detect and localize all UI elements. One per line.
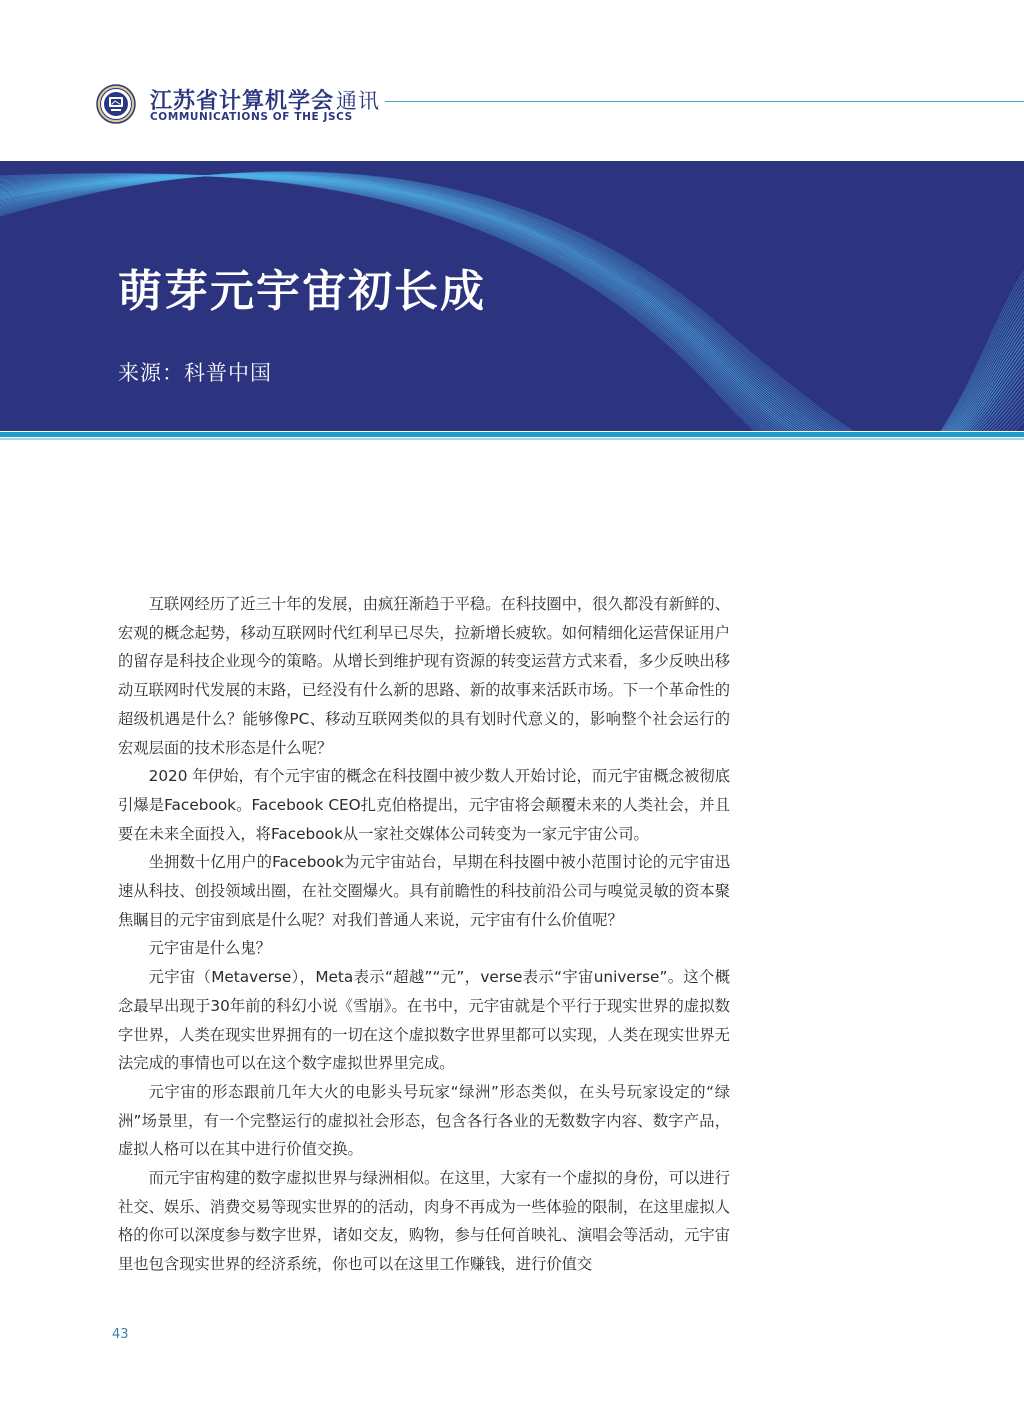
paragraph: 互联网经历了近三十年的发展，由疯狂渐趋于平稳。在科技圈中，很久都没有新鲜的、宏观的概念起势，移动互联网时代红利早已尽失，拉新增长疲软。如何精细化运营保证用户的留存是科技企业现今的策略。从增长到维护现有资源的转变运营方式来看，多少反映出移动互联网时代发展的末路，已经没有什么新的思路、新的故事来活跃市场。下一个革命性的超级机遇是什么？能够像PC、移动互联网类似的具有划时代意义的，影响整个社会运行的宏观层面的技术形态是什么呢？ <box>118 595 730 757</box>
banner-accent-line <box>0 438 1024 440</box>
paragraph: 元宇宙是什么鬼？ <box>148 939 271 958</box>
paragraph: 元宇宙的形态跟前几年大火的电影头号玩家“绿洲”形态类似，在头号玩家设定的“绿洲”场景里，有一个完整运行的虚拟社会形态，包含各行各业的无数数字内容、数字产品，虚拟人格可以在其中进行价值交换。 <box>118 1082 730 1159</box>
society-seal-icon <box>96 84 136 124</box>
page-header <box>0 0 1024 150</box>
article-body <box>118 590 730 1279</box>
page-number: 43 <box>112 1327 129 1342</box>
article-title: 萌芽元宇宙初长成 <box>118 266 486 317</box>
paragraph: 而元宇宙构建的数字虚拟世界与绿洲相似。在这里，大家有一个虚拟的身份，可以进行社交、娱乐、消费交易等现实世界的的活动，肉身不再成为一些体验的限制，在这里虚拟人格的你可以深度参与数字世界，诸如交友，购物，参与任何首映礼、演唱会等活动，元宇宙里也包含现实世界的经济系统，你也可以在这里工作赚钱，进行价值交 <box>118 1169 730 1274</box>
paragraph: 坐拥数十亿用户的Facebook为元宇宙站台，早期在科技圈中被小范围讨论的元宇宙迅速从科技、创投领域出圈，在社交圈爆火。具有前瞻性的科技前沿公司与嗅觉灵敏的资本聚焦瞩目的元宇宙到底是什么呢？对我们普通人来说，元宇宙有什么价值呢？ <box>118 853 730 929</box>
brand-english: COMMUNICATIONS OF THE JSCS <box>150 111 353 123</box>
brand-suffix: 通讯 <box>336 89 381 113</box>
article-source: 来源：科普中国 <box>118 361 272 385</box>
title-banner <box>0 161 1024 431</box>
banner-accent-band <box>0 432 1024 437</box>
header-divider <box>385 101 1024 102</box>
paragraph: 元宇宙（Metaverse），Meta表示“超越”“元”，verse表示“宇宙universe”。这个概念最早出现于30年前的科幻小说《雪崩》。在书中，元宇宙就是个平行于现实世界的虚拟数字世界，人类在现实世界拥有的一切在这个虚拟数字世界里都可以实现，人类在现实世界无法完成的事情也可以在这个数字虚拟世界里完成。 <box>118 968 730 1073</box>
paragraph: 2020 年伊始，有个元宇宙的概念在科技圈中被少数人开始讨论，而元宇宙概念被彻底引爆是Facebook。Facebook CEO扎克伯格提出，元宇宙将会颠覆未来的人类社会，并且要在未来全面投入，将Facebook从一家社交媒体公司转变为一家元宇宙公司。 <box>118 767 730 843</box>
brand-title-text: 江苏省计算机学会 <box>150 89 335 114</box>
